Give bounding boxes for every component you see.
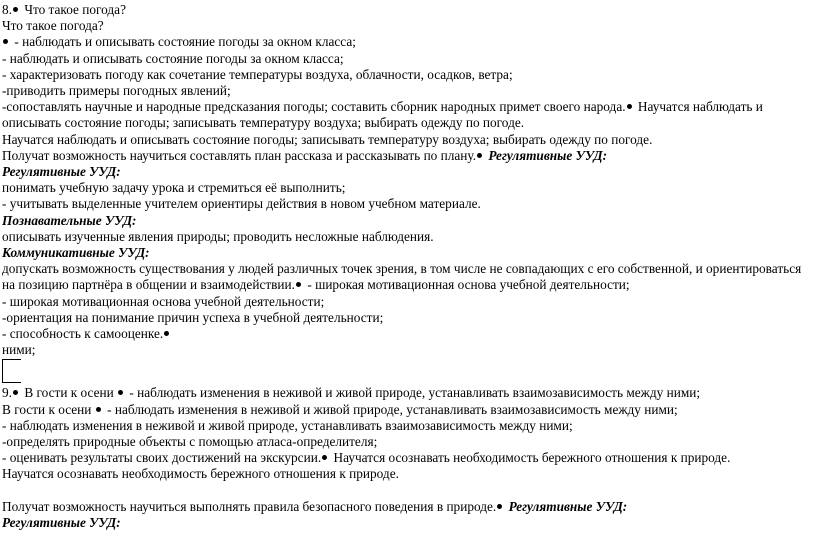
text-paragraph: -сопоставлять научные и народные предсказания погоды; составить сборник народных примет своего народа. Научатся наблюдать и описывать состояние погоды; записывать температуру воздуха; выбирать одежду по погоде. (2, 99, 763, 131)
text-line: Что такое погода? (2, 18, 104, 34)
section-8-heading (2, 2, 814, 18)
bullet-icon (627, 104, 632, 109)
section-9-title: В гости к осени (24, 385, 114, 401)
cognitive-heading: Познавательные УУД: (2, 212, 137, 228)
text-line: - наблюдать и описывать состояние погоды за окном класса; (2, 34, 814, 50)
bullet-icon (13, 390, 18, 395)
text-line: - широкая мотивационная основа учебной деятельности; (2, 293, 325, 309)
text-line: В гости к осени - наблюдать изменения в неживой и живой природе, устанавливать взаимозависимость между ними; (2, 401, 678, 417)
bullet-icon (322, 455, 327, 460)
text-line: - наблюдать и описывать состояние погоды за окном класса; (2, 50, 344, 66)
communicative-heading: Коммуникативные УУД: (2, 245, 150, 261)
bullet-icon (164, 331, 169, 336)
regulatory-heading: Регулятивные УУД: (488, 147, 608, 163)
text-line: ними; (2, 342, 36, 358)
bullet-icon (497, 504, 502, 509)
regulatory-heading: Регулятивные УУД: (508, 498, 628, 514)
text-line: -определять природные объекты с помощью атласа-определителя; (2, 434, 378, 450)
text-line: - способность к самооценке. (2, 326, 814, 342)
regulatory-heading: Регулятивные УУД: (2, 514, 121, 530)
section-8-title: Что такое погода? (24, 2, 126, 17)
bullet-icon (477, 153, 482, 158)
text-line: понимать учебную задачу урока и стремиться её выполнить; (2, 180, 346, 196)
text-line: описывать изученные явления природы; проводить несложные наблюдения. (2, 228, 434, 244)
text-line: Получат возможность научиться выполнять правила безопасного поведения в природе. Регулятивные УУД: (2, 498, 628, 514)
section-9-heading: 9. В гости к осени - наблюдать изменения в неживой и живой природе, устанавливать взаимозависимость между ними; (2, 385, 701, 401)
text-paragraph: допускать возможность существования у людей различных точек зрения, в том числе не совпадающих с его собственной, и ориентироваться на позицию партнёра в общении и взаимодействии. - широкая мотивационная основа учебной деятельности; (2, 261, 802, 293)
bullet-icon (296, 282, 301, 287)
text-line: - характеризовать погоду как сочетание температуры воздуха, облачности, осадков, ветра; (2, 66, 513, 82)
bullet-icon (3, 39, 8, 44)
section-8-number: 8. (2, 2, 12, 17)
text-line: Научатся осознавать необходимость бережного отношения к природе. (2, 466, 399, 482)
section-9-number: 9. (2, 385, 12, 401)
bullet-icon (96, 407, 101, 412)
text-line: -ориентация на понимание причин успеха в учебной деятельности; (2, 309, 384, 325)
table-cell-border (2, 359, 21, 383)
text-line: - оценивать результаты своих достижений на экскурсии. Научатся осознавать необходимость бережного отношения к природе. (2, 450, 731, 466)
text-line: -приводить примеры погодных явлений; (2, 83, 231, 99)
text-line: - наблюдать изменения в неживой и живой природе, устанавливать взаимозависимость между ними; (2, 417, 573, 433)
bullet-icon (13, 7, 18, 12)
text-line: Получат возможность научиться составлять план рассказа и рассказывать по плану. Регулятивные УУД: (2, 147, 608, 163)
text-line: Научатся наблюдать и описывать состояние погоды; записывать температуру воздуха; выбирать одежду по погоде. (2, 131, 653, 147)
bullet-icon (118, 390, 123, 395)
regulatory-heading: Регулятивные УУД: (2, 164, 121, 180)
text-line: - учитывать выделенные учителем ориентиры действия в новом учебном материале. (2, 196, 481, 212)
